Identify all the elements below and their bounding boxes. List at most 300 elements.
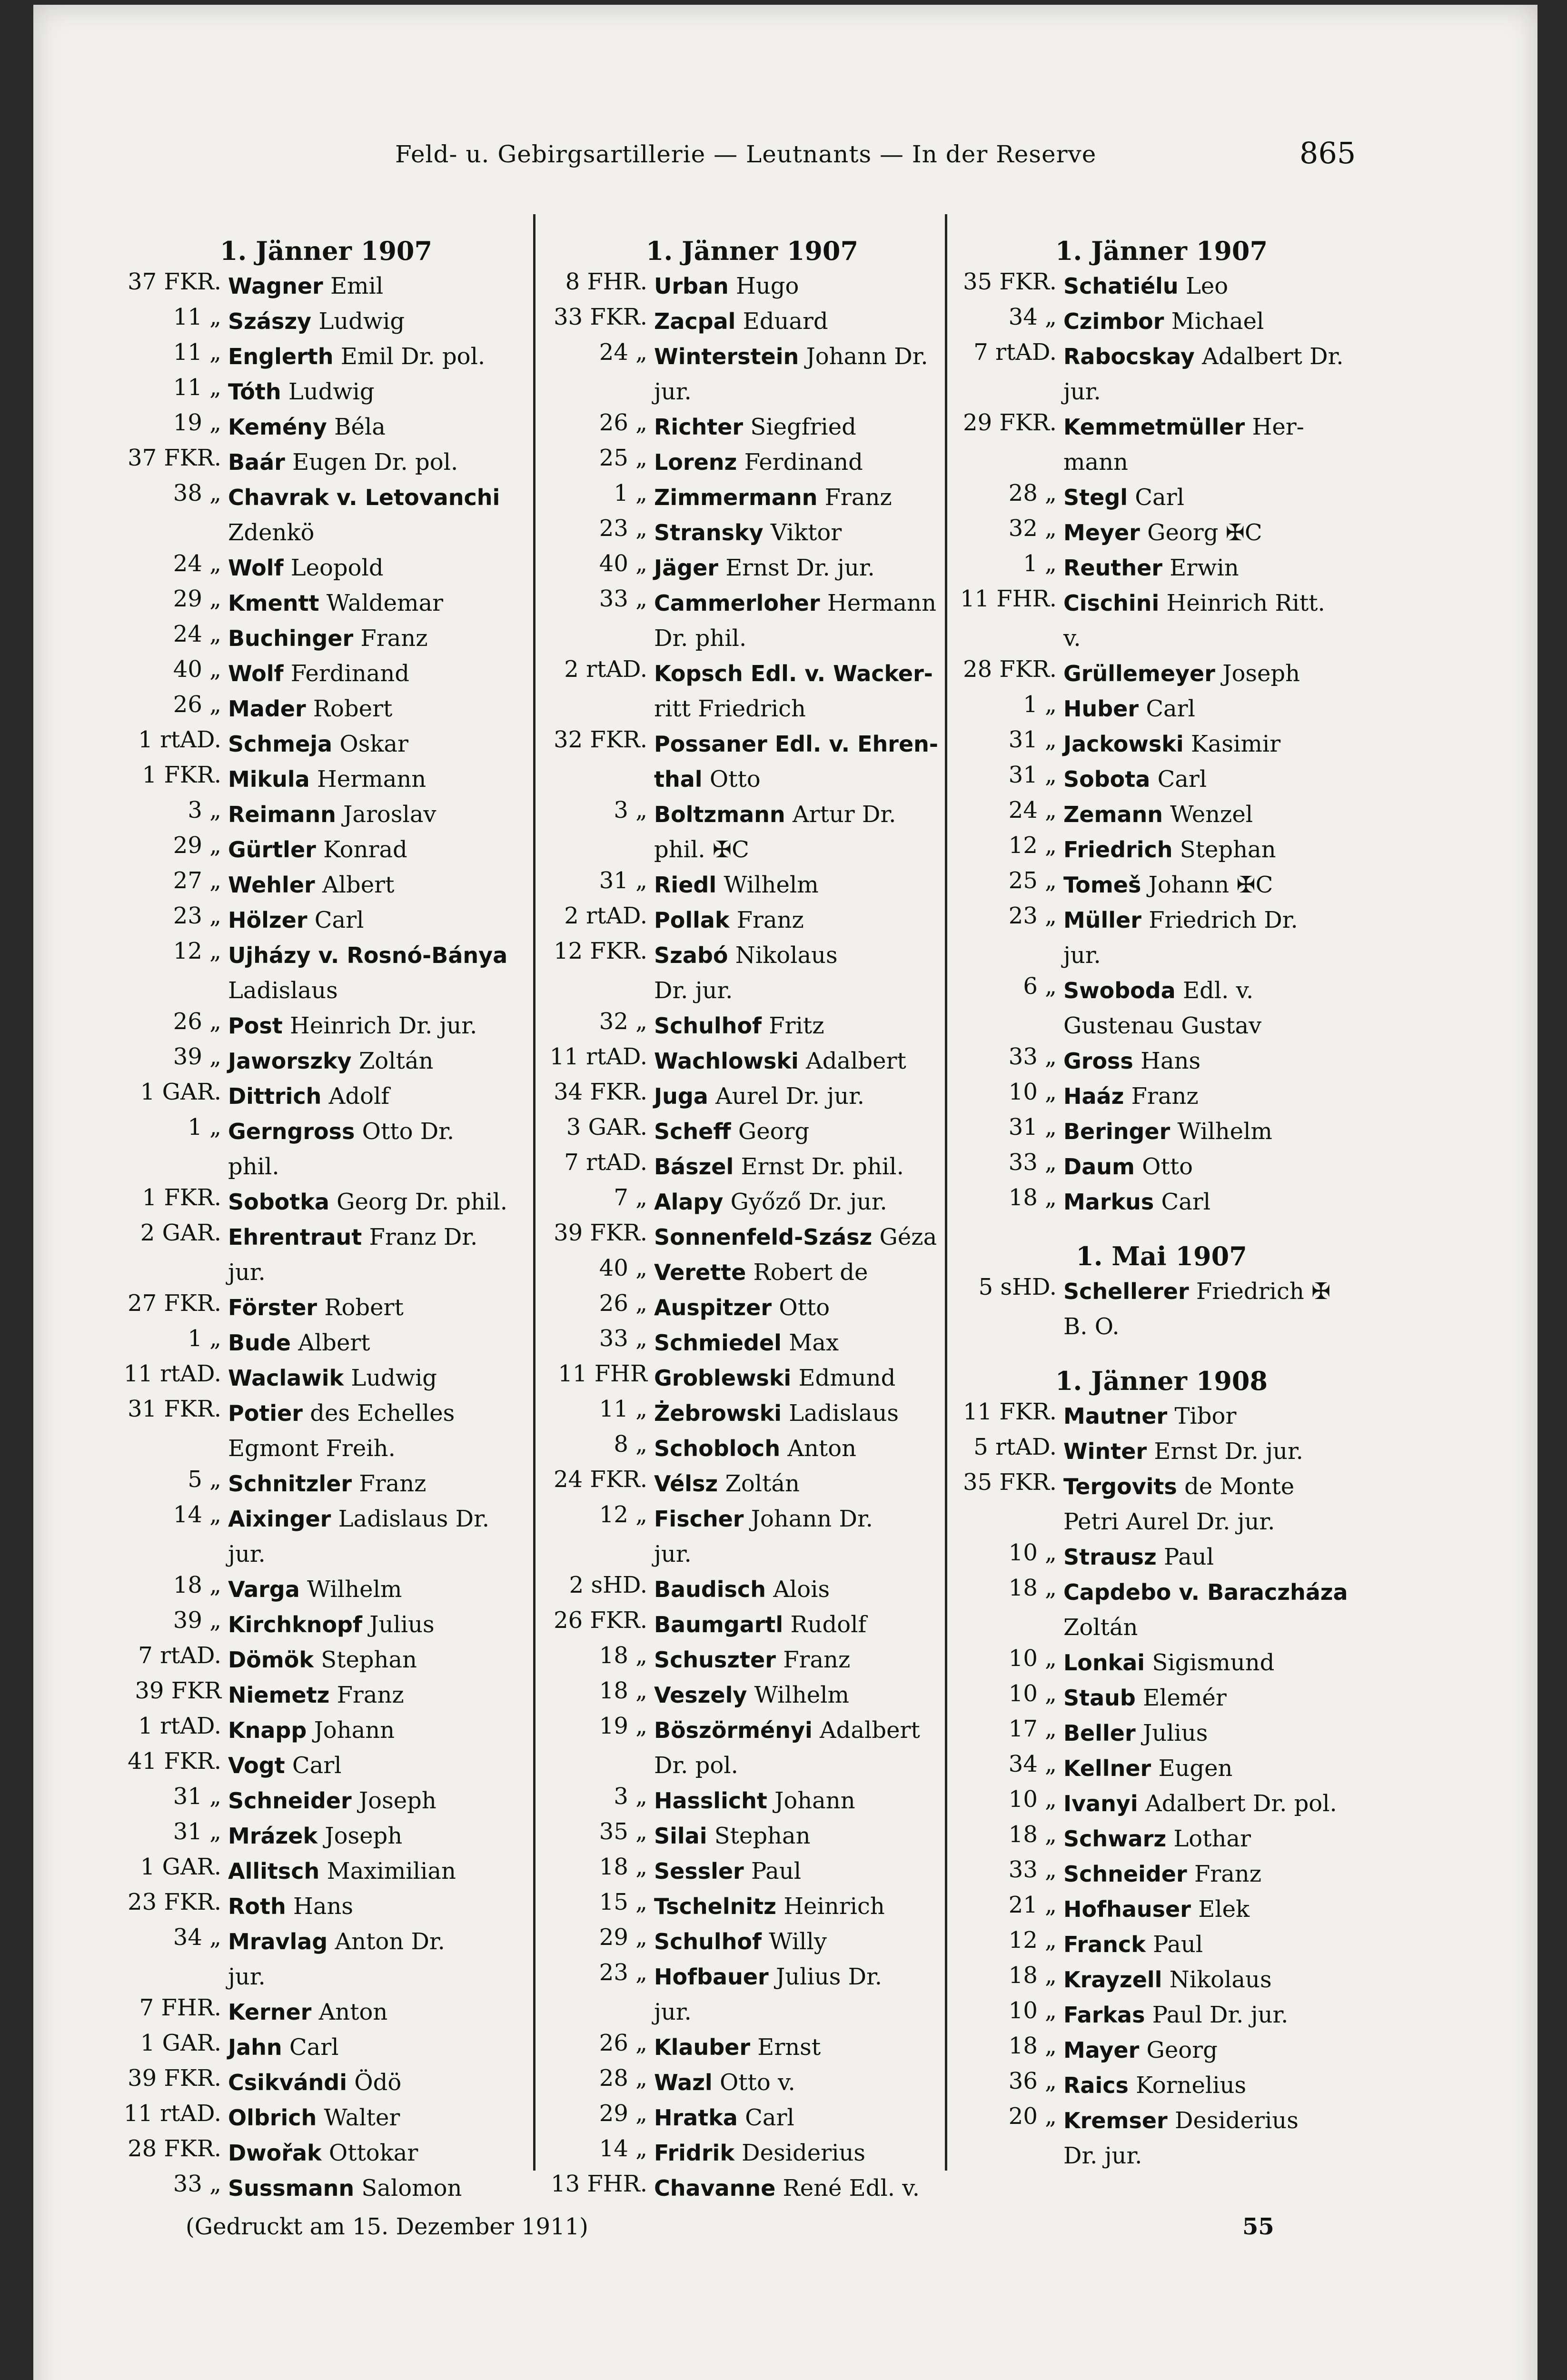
entry-line <box>654 2171 957 2206</box>
entry-line <box>654 2065 957 2100</box>
entry-body <box>221 691 531 726</box>
surname: Dittrich <box>228 1083 322 1109</box>
entry-line <box>1063 656 1366 691</box>
list-item <box>547 550 957 585</box>
entry-body <box>221 585 531 621</box>
surname: Scheff <box>654 1119 731 1144</box>
unit-number: 3 „ <box>614 1783 647 1810</box>
entry-body <box>221 1854 531 1889</box>
given-name: Johann <box>314 1717 395 1744</box>
unit-number: 34 „ <box>1008 304 1057 330</box>
surname: Schneider <box>228 1788 352 1814</box>
given-name: Hugo <box>736 273 799 299</box>
given-name: Gustenau Gustav <box>1063 1012 1262 1039</box>
surname: Mikula <box>228 766 310 792</box>
entry-body <box>1057 515 1366 550</box>
unit-number: 31 „ <box>173 1818 221 1845</box>
list-item <box>121 1642 531 1677</box>
given-name: Joseph <box>358 1787 436 1814</box>
surname: Auspitzer <box>654 1295 772 1320</box>
entry-line <box>1063 1856 1366 1892</box>
list-item <box>121 585 531 621</box>
entry-body <box>221 1396 531 1466</box>
surname: Förster <box>228 1295 317 1320</box>
list-item <box>121 1114 531 1184</box>
given-name: Leopold <box>290 555 384 581</box>
entry-body <box>647 797 957 867</box>
surname: Baumgartl <box>654 1612 784 1637</box>
list-item <box>547 1501 957 1572</box>
section-heading: 1. Mai 1907 <box>1076 1241 1247 1271</box>
entry-body <box>1057 1680 1366 1716</box>
list-item <box>121 2135 531 2171</box>
surname: Hölzer <box>228 907 307 933</box>
surname: Franck <box>1063 1932 1146 1957</box>
given-name: Hermann <box>317 766 426 793</box>
unit-number: 38 „ <box>173 480 221 506</box>
surname: Ujházy v. Rosnó-Bánya <box>228 942 508 968</box>
entry-body <box>221 1008 531 1043</box>
list-item <box>547 938 957 1008</box>
list-item <box>957 832 1366 867</box>
list-item <box>547 902 957 938</box>
surname: Tschelnitz <box>654 1894 776 1919</box>
entry-line <box>1063 1079 1366 1114</box>
surname: Post <box>228 1013 283 1039</box>
entry-line <box>654 2030 957 2065</box>
entry-body <box>1057 902 1366 973</box>
surname: Tomeš <box>1063 872 1141 898</box>
entry-body <box>647 1114 957 1149</box>
surname: Lonkai <box>1063 1650 1145 1676</box>
given-name: Zdenkö <box>228 519 315 546</box>
surname: Mader <box>228 696 306 722</box>
entry-line <box>1063 1043 1366 1079</box>
list-item <box>957 1434 1366 1469</box>
list-item <box>547 1149 957 1184</box>
entry-line <box>228 1325 531 1360</box>
unit-number: 33 „ <box>173 2171 221 2197</box>
surname: Winter <box>1063 1438 1147 1464</box>
entry-line <box>654 1642 957 1677</box>
unit-number: 18 „ <box>599 1854 647 1880</box>
unit-number: 26 „ <box>173 691 221 718</box>
surname: Sobota <box>1063 766 1150 792</box>
entry-body <box>221 1360 531 1396</box>
entry-body <box>1057 1434 1366 1469</box>
unit-number: 21 „ <box>1008 1892 1057 1918</box>
list-item <box>957 656 1366 691</box>
unit-number: 19 „ <box>599 1713 647 1739</box>
list-item <box>957 1149 1366 1184</box>
entry-line <box>654 1889 957 1924</box>
surname: Knapp <box>228 1717 307 1743</box>
entry-body <box>1057 1716 1366 1751</box>
list-item <box>547 304 957 339</box>
entry-line <box>654 1783 957 1818</box>
unit-number: 18 „ <box>1008 1575 1057 1601</box>
entry-line <box>228 1537 531 1572</box>
entry-line <box>654 902 957 938</box>
entry-body <box>1057 1821 1366 1856</box>
given-name: Franz <box>736 907 804 933</box>
surname: Zacpal <box>654 308 736 334</box>
entry-line <box>1063 1997 1366 2033</box>
entry-body <box>647 1220 957 1255</box>
list-item <box>121 1818 531 1854</box>
entry-line <box>654 1466 957 1501</box>
entry-line <box>1063 867 1366 902</box>
unit-number: 32 FKR. <box>554 726 647 753</box>
given-name: Dr. phil. <box>654 625 747 652</box>
unit-number: 33 „ <box>1008 1856 1057 1883</box>
given-name: Zoltán <box>725 1470 800 1497</box>
given-name: Hans <box>1141 1048 1201 1074</box>
surname: Chavrak v. Letovanchi <box>228 485 500 510</box>
given-name: Otto <box>1142 1153 1193 1180</box>
unit-number: 32 „ <box>1008 515 1057 542</box>
entry-body <box>221 1079 531 1114</box>
list-item <box>547 585 957 656</box>
entry-line <box>228 762 531 797</box>
entry-line <box>228 1008 531 1043</box>
entry-line <box>654 2135 957 2171</box>
page <box>33 5 1537 2380</box>
given-name: Georg <box>738 1118 810 1145</box>
list-item <box>547 1325 957 1360</box>
entry-line <box>228 1889 531 1924</box>
list-item <box>121 1713 531 1748</box>
list-item <box>121 268 531 304</box>
entry-line <box>228 902 531 938</box>
surname: Grüllemeyer <box>1063 661 1215 686</box>
unit-number: 18 „ <box>599 1642 647 1669</box>
surname: Alapy <box>654 1189 724 1215</box>
given-name: Joseph <box>1222 660 1300 687</box>
entry-body <box>221 797 531 832</box>
entry-line <box>1063 1892 1366 1927</box>
list-item <box>547 1114 957 1149</box>
surname: Schwarz <box>1063 1826 1167 1852</box>
entry-body <box>221 656 531 691</box>
list-item <box>121 1783 531 1818</box>
entry-body <box>221 1818 531 1854</box>
given-name: Carl <box>292 1752 342 1779</box>
entry-body <box>647 1642 957 1677</box>
entry-body <box>1057 409 1366 480</box>
list-item <box>121 656 531 691</box>
surname: Vogt <box>228 1753 285 1778</box>
entry-body <box>221 1466 531 1501</box>
unit-number: 1 GAR. <box>140 1854 221 1880</box>
list-item <box>547 1959 957 2030</box>
given-name: Edmund <box>798 1365 896 1391</box>
unit-number: 5 rtAD. <box>973 1434 1057 1460</box>
list-item <box>121 480 531 550</box>
given-name: jur. <box>228 1541 266 1567</box>
list-item <box>957 2103 1366 2173</box>
entry-body <box>647 445 957 480</box>
given-name: jur. <box>1063 378 1101 405</box>
entry-body <box>647 1149 957 1184</box>
entry-body <box>221 2065 531 2100</box>
surname: Hratka <box>654 2105 738 2131</box>
entry-line <box>1063 902 1366 938</box>
entry-body <box>1057 585 1366 656</box>
print-date: (Gedruckt am 15. Dezember 1911) <box>186 2213 588 2240</box>
signature-mark: 55 <box>1242 2213 1274 2240</box>
entry-body <box>1057 832 1366 867</box>
given-name: Desiderius <box>742 2140 866 2166</box>
entry-body <box>221 268 531 304</box>
entry-line <box>654 1854 957 1889</box>
given-name: Ladislaus Dr. <box>338 1506 490 1532</box>
surname: Buchinger <box>228 625 354 651</box>
list-item <box>121 339 531 374</box>
list-item <box>121 409 531 445</box>
entry-line <box>1063 1575 1366 1610</box>
unit-number: 37 FKR. <box>128 445 221 471</box>
entry-body <box>221 480 531 550</box>
given-name: Friedrich ✠ <box>1196 1278 1331 1305</box>
unit-number: 23 „ <box>599 1959 647 1986</box>
given-name: Ernst Dr. phil. <box>741 1153 904 1180</box>
entry-line <box>228 1959 531 1994</box>
entry-line <box>654 268 957 304</box>
list-item <box>957 1997 1366 2033</box>
list-item <box>957 1398 1366 1434</box>
list-item <box>121 726 531 762</box>
entry-body <box>1057 2033 1366 2068</box>
list-item <box>121 1043 531 1079</box>
entry-line <box>1063 2033 1366 2068</box>
list-item <box>957 1469 1366 1539</box>
entry-line <box>228 1607 531 1642</box>
entry-body <box>647 1396 957 1431</box>
entry-line <box>1063 1149 1366 1184</box>
entry-line <box>228 1818 531 1854</box>
unit-number: 18 „ <box>599 1677 647 1704</box>
list-item <box>547 480 957 515</box>
entry-line <box>228 1572 531 1607</box>
entry-body <box>1057 973 1366 1043</box>
entry-line <box>654 1677 957 1713</box>
entry-body <box>221 1783 531 1818</box>
list-item <box>957 902 1366 973</box>
given-name: Alois <box>773 1576 830 1603</box>
entry-body <box>647 409 957 445</box>
list-item <box>547 2030 957 2065</box>
unit-number: 8 FHR. <box>565 268 647 295</box>
entry-body <box>1057 1645 1366 1680</box>
unit-number: 11 „ <box>173 374 221 401</box>
running-head <box>33 136 1537 174</box>
given-name: Stephan <box>321 1646 417 1673</box>
entry-line <box>1063 762 1366 797</box>
given-name: Carl <box>314 907 364 933</box>
entry-line <box>1063 2103 1366 2138</box>
entry-line <box>228 304 531 339</box>
surname: Kellner <box>1063 1755 1151 1781</box>
entry-line <box>228 1924 531 1959</box>
entry-body <box>647 656 957 726</box>
list-item <box>121 832 531 867</box>
entry-line <box>228 374 531 409</box>
page-number: 865 <box>1299 136 1356 170</box>
list-item <box>121 1501 531 1572</box>
entry-line <box>228 1748 531 1783</box>
list-item <box>121 762 531 797</box>
given-name: Eduard <box>743 308 828 335</box>
unit-number: 34 „ <box>173 1924 221 1951</box>
list-item <box>121 1854 531 1889</box>
surname: Sessler <box>654 1858 744 1884</box>
given-name: Wilhelm <box>1177 1118 1272 1145</box>
entry-body <box>647 1854 957 1889</box>
surname: Farkas <box>1063 2002 1145 2028</box>
given-name: Franz <box>1194 1861 1262 1887</box>
given-name: Hans <box>293 1893 354 1920</box>
given-name: jur. <box>654 378 692 405</box>
entry-line <box>228 938 531 973</box>
unit-number: 11 FHR <box>558 1360 647 1387</box>
entry-body <box>221 2171 531 2206</box>
given-name: B. O. <box>1063 1313 1120 1340</box>
entry-line <box>228 550 531 585</box>
entry-line <box>654 1537 957 1572</box>
entry-line <box>654 1149 957 1184</box>
unit-number: 33 FKR. <box>554 304 647 330</box>
unit-number: 10 „ <box>1008 1786 1057 1813</box>
list-item <box>957 1114 1366 1149</box>
entry-line <box>1063 1927 1366 1962</box>
entry-body <box>221 374 531 409</box>
surname: Potier <box>228 1400 303 1426</box>
entry-body <box>647 1360 957 1396</box>
list-item <box>957 2068 1366 2103</box>
entry-body <box>221 1220 531 1290</box>
given-name: Robert de <box>753 1259 868 1286</box>
given-name: Edl. v. <box>1183 977 1254 1004</box>
given-name: Johann Dr. <box>751 1506 873 1532</box>
unit-number: 29 „ <box>599 2100 647 2127</box>
list-item <box>121 1079 531 1114</box>
entry-line <box>654 480 957 515</box>
unit-number: 11 „ <box>173 304 221 330</box>
given-name: Anton Dr. <box>335 1928 445 1955</box>
unit-number: 31 „ <box>1008 762 1057 788</box>
surname: Groblewski <box>654 1365 792 1391</box>
given-name: jur. <box>228 1964 266 1990</box>
surname: Schmeja <box>228 731 333 757</box>
list-item <box>121 1677 531 1713</box>
unit-number: 35 FKR. <box>963 268 1057 295</box>
given-name: Carl <box>1135 484 1184 511</box>
given-name: Ludwig <box>288 378 375 405</box>
surname: Csikvándi <box>228 2070 347 2095</box>
unit-number: 31 „ <box>173 1783 221 1810</box>
unit-number: 1 GAR. <box>140 2030 221 2056</box>
entry-body <box>647 2065 957 2100</box>
unit-number: 15 „ <box>599 1889 647 1915</box>
entry-line <box>1063 1786 1366 1821</box>
given-name: Carl <box>1161 1189 1211 1215</box>
entry-body <box>647 1783 957 1818</box>
list-item <box>957 691 1366 726</box>
entry-body <box>1057 1997 1366 2033</box>
unit-number: 11 FHR. <box>960 585 1057 612</box>
list-item <box>121 2030 531 2065</box>
list-item <box>957 1716 1366 1751</box>
entry-line <box>654 1572 957 1607</box>
given-name: Heinrich <box>784 1893 885 1920</box>
entry-line <box>1063 1504 1366 1539</box>
entry-line <box>1063 726 1366 762</box>
given-name: Béla <box>334 414 386 440</box>
surname: Kopsch Edl. v. Wacker- <box>654 661 933 686</box>
surname: Gerngross <box>228 1119 355 1144</box>
surname: Żebrowski <box>654 1400 782 1426</box>
entry-line <box>654 1008 957 1043</box>
list-item <box>957 409 1366 480</box>
unit-number: 17 „ <box>1008 1716 1057 1742</box>
entry-body <box>647 268 957 304</box>
entry-body <box>1057 691 1366 726</box>
entry-body <box>647 2135 957 2171</box>
entry-line <box>228 1713 531 1748</box>
given-name: Ferdinand <box>744 449 863 476</box>
unit-number: 39 „ <box>173 1607 221 1634</box>
surname: Baár <box>228 449 285 475</box>
unit-number: 7 rtAD. <box>564 1149 647 1176</box>
list-item <box>121 1924 531 1994</box>
unit-number: 23 „ <box>599 515 647 542</box>
entry-line <box>1063 2138 1366 2173</box>
entry-line <box>228 2135 531 2171</box>
entry-line <box>1063 1398 1366 1434</box>
entry-body <box>221 1501 531 1572</box>
unit-number: 24 „ <box>173 550 221 577</box>
unit-number: 24 „ <box>599 339 647 366</box>
surname: Czimbor <box>1063 308 1164 334</box>
unit-number: 1 FKR. <box>142 1184 221 1211</box>
entry-line <box>228 1220 531 1255</box>
unit-number: 14 „ <box>599 2135 647 2162</box>
entry-body <box>1057 480 1366 515</box>
surname: thal <box>654 766 703 792</box>
entry-line <box>1063 1821 1366 1856</box>
given-name: Adolf <box>328 1083 390 1110</box>
surname: Olbrich <box>228 2105 317 2131</box>
entry-line <box>654 1184 957 1220</box>
list-item <box>547 1079 957 1114</box>
entry-line <box>1063 2068 1366 2103</box>
entry-body <box>221 1043 531 1079</box>
entry-line <box>654 585 957 621</box>
list-item <box>957 1539 1366 1575</box>
surname: Kremser <box>1063 2108 1168 2133</box>
given-name: Rudolf <box>790 1611 867 1638</box>
list-item <box>121 2171 531 2206</box>
given-name: Carl <box>289 2034 339 2061</box>
entry-body <box>1057 2068 1366 2103</box>
unit-number: 36 „ <box>1008 2068 1057 2094</box>
unit-number: 26 FKR. <box>554 1607 647 1634</box>
surname: Sobotka <box>228 1189 329 1215</box>
entry-body <box>647 1677 957 1713</box>
given-name: Anton <box>787 1435 857 1462</box>
entry-line <box>228 1290 531 1325</box>
